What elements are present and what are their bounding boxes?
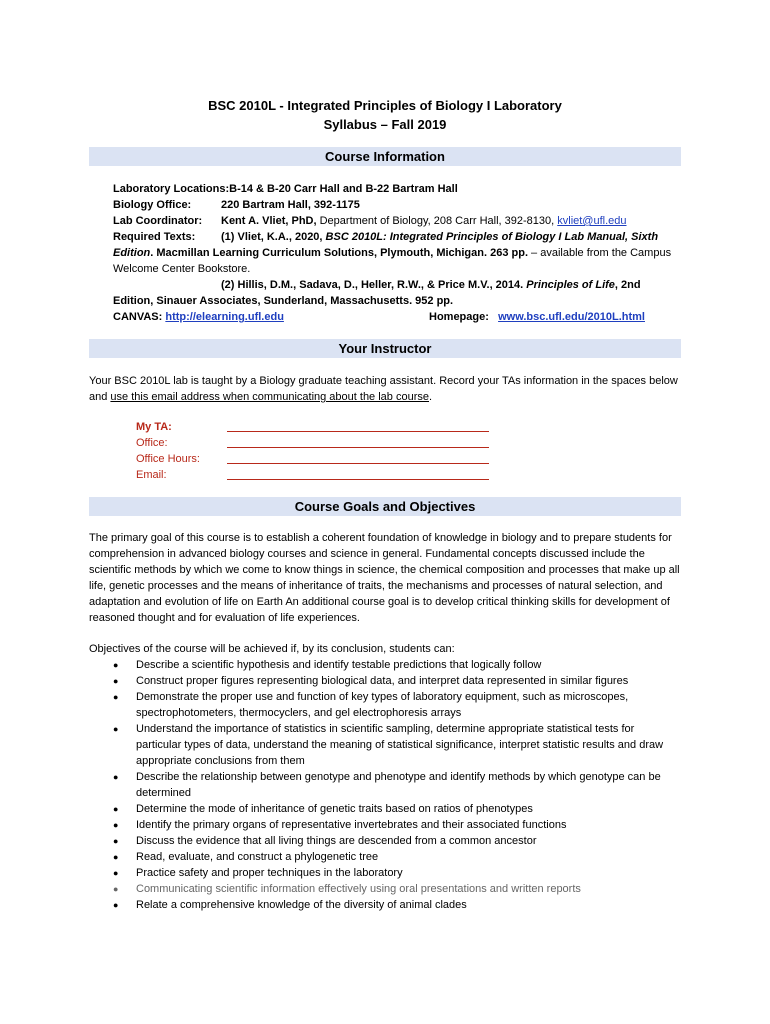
- objective-item: [89, 833, 681, 849]
- course-goals-heading: Course Goals and Objectives: [89, 497, 681, 516]
- course-information-block: [113, 181, 673, 325]
- instructor-intro-underlined: use this email address when communicating about the lab course: [110, 391, 429, 403]
- bullet-icon: ●: [113, 900, 119, 910]
- objective-text: Understand the importance of statistics in scientific sampling, determine appropriate statistical tests for particular types of data, understand the meaning of statistical significance, interpret statistic results and draw appropriate conclusions from them: [136, 723, 664, 767]
- objective-item: [89, 817, 681, 833]
- biology-office-label: Biology Office:: [113, 199, 192, 211]
- bullet-icon: ●: [113, 836, 119, 846]
- office-blank[interactable]: [227, 447, 489, 448]
- canvas-link[interactable]: http://elearning.ufl.edu: [165, 311, 284, 323]
- instructor-intro: [89, 373, 681, 405]
- objective-item: [89, 801, 681, 817]
- objective-text: Discuss the evidence that all living things are descended from a common ancestor: [136, 835, 537, 847]
- biology-office-row: [113, 197, 673, 213]
- homepage-link[interactable]: www.bsc.ufl.edu/2010L.html: [498, 311, 645, 323]
- instructor-intro-end: .: [429, 391, 433, 403]
- bullet-icon: ●: [113, 692, 119, 702]
- canvas-label: CANVAS:: [113, 311, 163, 323]
- lab-locations-label: Laboratory Locations:: [113, 183, 230, 195]
- instructor-intro-text: Your BSC 2010L lab is taught by a Biology graduate teaching assistant. Record your TAs information in the spaces below and: [89, 375, 678, 403]
- text1-title: BSC 2010L: Integrated Principles of Biology I Lab Manual, Sixth Edition: [113, 231, 659, 259]
- objective-item: [89, 721, 681, 769]
- objective-text: Demonstrate the proper use and function of key types of laboratory equipment, such as microscopes, spectrophotometers, thermocyclers, and gel electrophoresis arrays: [136, 691, 629, 719]
- lab-coordinator-row: [113, 213, 673, 229]
- text2-title: Principles of Life: [526, 279, 615, 291]
- objective-text: Relate a comprehensive knowledge of the diversity of animal clades: [136, 899, 467, 911]
- objective-item: [89, 881, 681, 897]
- my-ta-label: My TA:: [136, 421, 172, 433]
- text1-author: (1) Vliet, K.A., 2020,: [221, 231, 326, 243]
- text1-availability: – available from the Campus Welcome Center Bookstore.: [113, 247, 672, 275]
- text2-authors: (2) Hillis, D.M., Sadava, D., Heller, R.W., & Price M.V., 2014.: [221, 279, 527, 291]
- document-title: [0, 96, 770, 134]
- objective-text: Describe the relationship between genotype and phenotype and identify methods by which genotype can be determined: [136, 771, 661, 799]
- bullet-icon: ●: [113, 724, 119, 734]
- objective-item: [89, 769, 681, 801]
- required-texts-label: Required Texts:: [113, 231, 196, 243]
- email-label: Email:: [136, 469, 167, 481]
- lab-coordinator-label: Lab Coordinator:: [113, 215, 203, 227]
- text2-publisher: , 2nd Edition, Sinauer Associates, Sunderland, Massachusetts. 952 pp.: [113, 279, 641, 307]
- bullet-icon: ●: [113, 884, 119, 894]
- bullet-icon: ●: [113, 772, 119, 782]
- objective-text: Practice safety and proper techniques in the laboratory: [136, 867, 403, 879]
- lab-coordinator-details: Department of Biology, 208 Carr Hall, 392-8130,: [316, 215, 558, 227]
- homepage-group: [429, 309, 645, 325]
- objective-item: [89, 849, 681, 865]
- objective-text: Read, evaluate, and construct a phylogenetic tree: [136, 851, 379, 863]
- links-row: [113, 309, 673, 325]
- bullet-icon: ●: [113, 660, 119, 670]
- lab-coordinator-name: Kent A. Vliet, PhD,: [221, 215, 317, 227]
- office-hours-blank[interactable]: [227, 463, 489, 464]
- lab-locations-value: B-14 & B-20 Carr Hall and B-22 Bartram Hall: [229, 183, 458, 195]
- goals-paragraph: The primary goal of this course is to establish a coherent foundation of knowledge in biology and to prepare students for comprehension in advanced biology courses and science in general. Fundamental concepts discussed include the scientific methods by which we come to know things in science, the chemical composition and processes that make up all life, genetic processes and the means of inheritance of traits, the mechanisms and processes of natural selection, and adaptation and evolution of life on Earth An additional course goal is to develop critical thinking skills for development of reasoned thought and for evaluation of life experiences.: [89, 532, 680, 624]
- bullet-icon: ●: [113, 868, 119, 878]
- title-line-2: Syllabus – Fall 2019: [323, 117, 447, 132]
- objective-text: Identify the primary organs of representative invertebrates and their associated functions: [136, 819, 567, 831]
- course-information-heading: Course Information: [89, 147, 681, 166]
- required-text-1: [113, 229, 673, 277]
- homepage-label: Homepage:: [429, 311, 489, 323]
- objective-text: Describe a scientific hypothesis and identify testable predictions that logically follow: [136, 659, 542, 671]
- objective-item: [89, 673, 681, 689]
- objective-item: [89, 657, 681, 673]
- bullet-icon: ●: [113, 820, 119, 830]
- title-line-1: BSC 2010L - Integrated Principles of Biology I Laboratory: [208, 98, 562, 113]
- bullet-icon: ●: [113, 676, 119, 686]
- lab-coordinator-email-link[interactable]: kvliet@ufl.edu: [557, 215, 627, 227]
- objective-item: [89, 689, 681, 721]
- objective-text: Communicating scientific information effectively using oral presentations and written reports: [136, 883, 581, 895]
- objective-text: Construct proper figures representing biological data, and interpret data represented in similar figures: [136, 675, 629, 687]
- your-instructor-heading: Your Instructor: [89, 339, 681, 358]
- objectives-intro: Objectives of the course will be achieved if, by its conclusion, students can:: [89, 643, 455, 655]
- biology-office-value: 220 Bartram Hall, 392-1175: [221, 199, 360, 211]
- office-label: Office:: [136, 437, 168, 449]
- bullet-icon: ●: [113, 852, 119, 862]
- objective-item: [89, 865, 681, 881]
- bullet-icon: ●: [113, 804, 119, 814]
- objectives-list: [89, 657, 681, 913]
- my-ta-blank[interactable]: [227, 431, 489, 432]
- lab-locations-row: [113, 181, 673, 197]
- required-text-2: [113, 277, 673, 309]
- objective-text: Determine the mode of inheritance of genetic traits based on ratios of phenotypes: [136, 803, 533, 815]
- text1-publisher: . Macmillan Learning Curriculum Solutions, Plymouth, Michigan. 263 pp.: [150, 247, 528, 259]
- objective-item: [89, 897, 681, 913]
- office-hours-label: Office Hours:: [136, 453, 200, 465]
- email-blank[interactable]: [227, 479, 489, 480]
